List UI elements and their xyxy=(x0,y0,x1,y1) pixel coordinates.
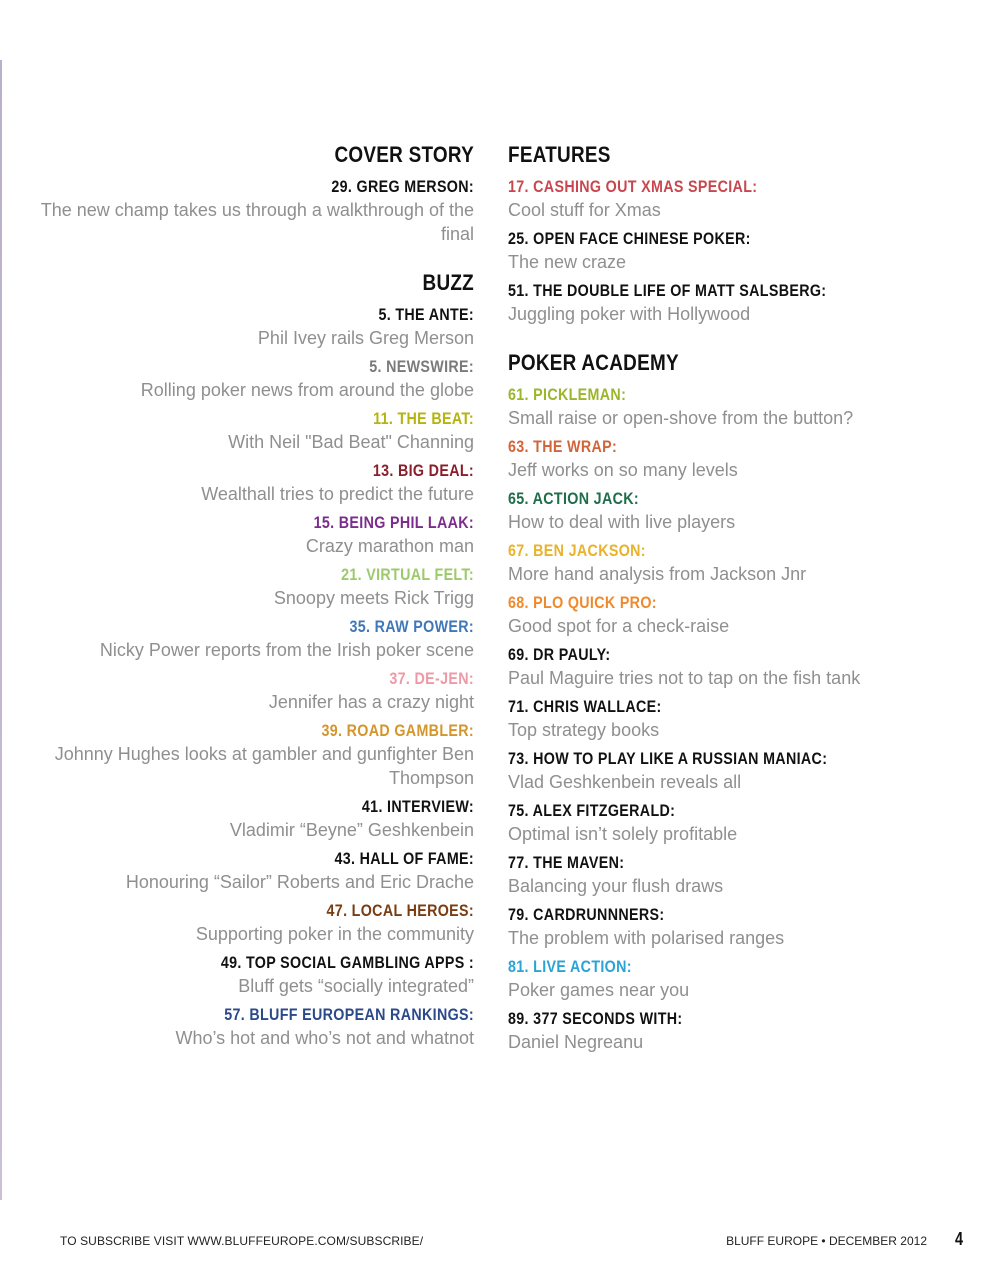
toc-entry-description: Who’s hot and who’s not and whatnot xyxy=(175,1028,474,1048)
toc-entry-description: The problem with polarised ranges xyxy=(508,928,785,948)
toc-entry-description: Bluff gets “socially integrated” xyxy=(238,976,474,996)
toc-entry-description: Cool stuff for Xmas xyxy=(508,200,661,220)
toc-entry-description: Jennifer has a crazy night xyxy=(268,692,474,712)
toc-entry-description: With Neil "Bad Beat" Channing xyxy=(228,432,474,452)
section-cover-story xyxy=(40,140,474,246)
toc-entry-heading: 57. BLUFF EUROPEAN RANKINGS: xyxy=(224,1005,474,1024)
toc-entry-heading: 63. THE WRAP: xyxy=(508,437,618,456)
toc-entry-heading: 68. PLO QUICK PRO: xyxy=(508,593,657,612)
toc-entry-heading: 73. HOW TO PLAY LIKE A RUSSIAN MANIAC: xyxy=(508,749,828,768)
toc-entry[interactable] xyxy=(508,436,948,482)
page-number: 4 xyxy=(954,1229,963,1249)
toc-entry-heading: 43. HALL OF FAME: xyxy=(334,849,474,868)
toc-entry-description: Paul Maguire tries not to tap on the fish tank xyxy=(508,668,861,688)
toc-entry-heading: 47. LOCAL HEROES: xyxy=(326,901,474,920)
toc-entry-heading: 49. TOP SOCIAL GAMBLING APPS : xyxy=(220,953,474,972)
toc-entry-heading: 37. DE-JEN: xyxy=(389,669,474,688)
toc-entry[interactable] xyxy=(40,668,474,714)
toc-entry[interactable] xyxy=(508,280,948,326)
toc-entry-heading: 39. ROAD GAMBLER: xyxy=(321,721,474,740)
toc-entry-heading: 21. VIRTUAL FELT: xyxy=(341,565,474,584)
page-edge-line xyxy=(0,60,2,1200)
toc-entry[interactable] xyxy=(508,644,948,690)
toc-entry[interactable] xyxy=(508,176,948,222)
toc-entry[interactable] xyxy=(40,356,474,402)
toc-entry-description: Vlad Geshkenbein reveals all xyxy=(508,772,742,792)
toc-entry[interactable] xyxy=(508,956,948,1002)
toc-entry-heading: 11. THE BEAT: xyxy=(373,409,474,428)
toc-entry-heading: 67. BEN JACKSON: xyxy=(508,541,646,560)
toc-entry-heading: 69. DR PAULY: xyxy=(508,645,611,664)
toc-entry[interactable] xyxy=(508,228,948,274)
toc-entry-heading: 15. BEING PHIL LAAK: xyxy=(313,513,474,532)
toc-entry-heading: 35. RAW POWER: xyxy=(349,617,474,636)
toc-entry[interactable] xyxy=(40,1004,474,1050)
toc-entry-heading: 51. THE DOUBLE LIFE OF MATT SALSBERG: xyxy=(508,281,827,300)
toc-entry[interactable] xyxy=(40,900,474,946)
toc-entry-heading: 61. PICKLEMAN: xyxy=(508,385,627,404)
toc-entry-description: Crazy marathon man xyxy=(305,536,474,556)
toc-entry[interactable] xyxy=(40,848,474,894)
toc-entry[interactable] xyxy=(508,592,948,638)
toc-entry-description: Vladimir “Beyne” Geshkenbein xyxy=(229,820,474,840)
toc-entry-description: Phil Ivey rails Greg Merson xyxy=(257,328,474,348)
toc-entry-heading: 77. THE MAVEN: xyxy=(508,853,625,872)
section-poker-academy xyxy=(508,348,948,1054)
toc-entry[interactable] xyxy=(40,796,474,842)
toc-entry[interactable] xyxy=(508,800,948,846)
toc-entry-description: Optimal isn’t solely profitable xyxy=(508,824,738,844)
section-title-buzz: BUZZ xyxy=(422,270,474,295)
toc-entry-description: More hand analysis from Jackson Jnr xyxy=(508,564,807,584)
left-column xyxy=(40,140,474,1050)
toc-entry-description: Balancing your flush draws xyxy=(508,876,724,896)
toc-entry[interactable] xyxy=(40,304,474,350)
toc-entry-description: The new craze xyxy=(508,252,627,272)
toc-entry[interactable] xyxy=(508,904,948,950)
toc-entry[interactable] xyxy=(40,720,474,790)
toc-entry-description: Nicky Power reports from the Irish poker scene xyxy=(99,640,474,660)
toc-entry-heading: 5. THE ANTE: xyxy=(378,305,474,324)
toc-entry[interactable] xyxy=(508,1008,948,1054)
toc-entry[interactable] xyxy=(508,748,948,794)
toc-entry-description: Daniel Negreanu xyxy=(508,1032,644,1052)
toc-entry-description: Jeff works on so many levels xyxy=(508,460,738,480)
toc-entry-description: Honouring “Sailor” Roberts and Eric Drache xyxy=(125,872,474,892)
toc-entry-description: How to deal with live players xyxy=(508,512,736,532)
toc-entry-description: Rolling poker news from around the globe xyxy=(140,380,474,400)
toc-entry[interactable] xyxy=(508,852,948,898)
toc-entry[interactable] xyxy=(508,488,948,534)
section-features xyxy=(508,140,948,326)
toc-entry[interactable] xyxy=(40,460,474,506)
entries-features xyxy=(508,176,948,326)
toc-entry[interactable] xyxy=(508,384,948,430)
entries-poker-academy xyxy=(508,384,948,1054)
toc-entry-heading: 71. CHRIS WALLACE: xyxy=(508,697,662,716)
toc-entry-description: Wealthall tries to predict the future xyxy=(201,484,474,504)
toc-entry[interactable] xyxy=(40,408,474,454)
toc-entry-description: Juggling poker with Hollywood xyxy=(508,304,751,324)
toc-entry-heading: 13. BIG DEAL: xyxy=(372,461,474,480)
toc-entry-description: Johnny Hughes looks at gambler and gunfighter Ben Thompson xyxy=(54,744,474,788)
toc-entry-description: Top strategy books xyxy=(508,720,660,740)
toc-entry-heading: 89. 377 SECONDS WITH: xyxy=(508,1009,683,1028)
toc-entry[interactable] xyxy=(40,616,474,662)
right-column xyxy=(508,140,948,1054)
toc-entry-description: Poker games near you xyxy=(508,980,690,1000)
toc-entry-heading: 41. INTERVIEW: xyxy=(361,797,474,816)
toc-entry-heading: 5. NEWSWIRE: xyxy=(369,357,474,376)
toc-entry[interactable] xyxy=(40,176,474,246)
toc-entry-description: Snoopy meets Rick Trigg xyxy=(273,588,474,608)
toc-entry[interactable] xyxy=(40,564,474,610)
toc-entry[interactable] xyxy=(40,952,474,998)
toc-entry-description: Good spot for a check-raise xyxy=(508,616,730,636)
issue-label: BLUFF EUROPE • DECEMBER 2012 xyxy=(726,1234,927,1248)
subscribe-link[interactable]: TO SUBSCRIBE VISIT WWW.BLUFFEUROPE.COM/SUBSCRIBE/ xyxy=(60,1234,424,1248)
toc-entry-heading: 25. OPEN FACE CHINESE POKER: xyxy=(508,229,751,248)
toc-entry-description: Supporting poker in the community xyxy=(195,924,474,944)
entries-buzz xyxy=(40,304,474,1050)
toc-entry-heading: 79. CARDRUNNNERS: xyxy=(508,905,665,924)
toc-entry-heading: 81. LIVE ACTION: xyxy=(508,957,632,976)
section-title-features: FEATURES xyxy=(508,142,611,167)
section-title-poker-academy: POKER ACADEMY xyxy=(508,350,679,375)
toc-entry-description: Small raise or open-shove from the button? xyxy=(508,408,854,428)
entries-cover-story xyxy=(40,176,474,246)
section-title-cover-story: COVER STORY xyxy=(334,142,474,167)
toc-entry-heading: 29. GREG MERSON: xyxy=(331,177,474,196)
toc-entry[interactable] xyxy=(508,540,948,586)
toc-entry-heading: 17. CASHING OUT XMAS SPECIAL: xyxy=(508,177,758,196)
toc-entry-heading: 75. ALEX FITZGERALD: xyxy=(508,801,676,820)
toc-entry[interactable] xyxy=(40,512,474,558)
toc-entry-description: The new champ takes us through a walkthrough of the final xyxy=(40,200,474,244)
section-buzz xyxy=(40,268,474,1050)
toc-entry[interactable] xyxy=(508,696,948,742)
toc-entry-heading: 65. ACTION JACK: xyxy=(508,489,640,508)
